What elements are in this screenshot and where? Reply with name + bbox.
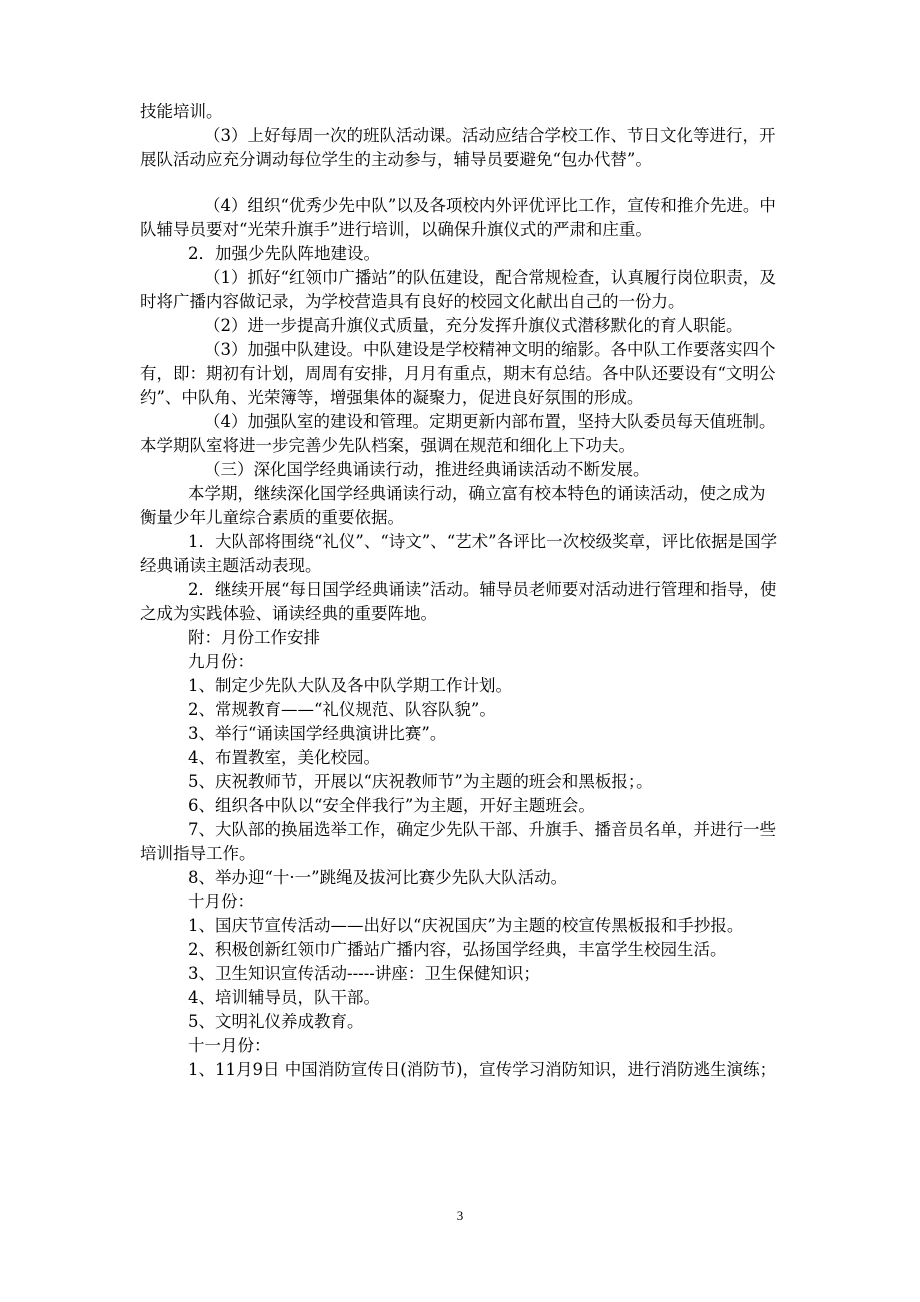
- paragraph: （2）进一步提高升旗仪式质量，充分发挥升旗仪式潜移默化的育人职能。: [204, 316, 743, 335]
- paragraph: 本学期，继续深化国学经典诵读行动，确立富有校本特色的诵读活动，使之成为衡量少年儿童综合素质的重要依据。: [140, 484, 766, 527]
- paragraph: 十一月份：: [188, 1036, 271, 1055]
- paragraph: 4、布置教室，美化校园。: [188, 748, 380, 767]
- paragraph: （3）上好每周一次的班队活动课。活动应结合学校工作、节日文化等进行，开展队活动应充分调动每位学生的主动参与，辅导员要避免“包办代替”。: [140, 126, 776, 169]
- paragraph: 1．大队部将围绕“礼仪”、“诗文”、“艺术”各评比一次校级奖章，评比依据是国学经典诵读主题活动表现。: [140, 532, 778, 575]
- paragraph: 2、积极创新红领巾广播站广播内容，弘扬国学经典，丰富学生校园生活。: [188, 940, 727, 959]
- paragraph: 1、国庆节宣传活动——出好以“庆祝国庆”为主题的校宣传黑板报和手抄报。: [188, 916, 744, 935]
- paragraph: 3、卫生知识宣传活动-----讲座：卫生保健知识；: [188, 964, 540, 983]
- paragraph: 1、制定少先队大队及各中队学期工作计划。: [188, 676, 512, 695]
- page-number: 3: [456, 1208, 464, 1223]
- paragraph: 2、常规教育——“礼仪规范、队容队貌”。: [188, 700, 496, 719]
- paragraph: （1）抓好“红领巾广播站”的队伍建设，配合常规检查，认真履行岗位职责，及时将广播内容做记录，为学校营造具有良好的校园文化献出自己的一份力。: [140, 268, 776, 311]
- paragraph: 2．加强少先队阵地建设。: [188, 244, 380, 263]
- paragraph: 4、培训辅导员，队干部。: [188, 988, 380, 1007]
- paragraph: 2．继续开展“每日国学经典诵读”活动。辅导员老师要对活动进行管理和指导，使之成为实践体验、诵读经典的重要阵地。: [140, 580, 777, 623]
- paragraph: 附：月份工作安排: [188, 628, 320, 647]
- paragraph: （三）深化国学经典诵读行动，推进经典诵读活动不断发展。: [204, 460, 650, 479]
- paragraph: （3）加强中队建设。中队建设是学校精神文明的缩影。各中队工作要落实四个有，即：期初有计划，周周有安排，月月有重点，期末有总结。各中队还要设有“文明公约”、中队角、光荣簿等，增强集体的凝聚力，促进良好氛围的形成。: [140, 340, 776, 407]
- paragraph: 8、举办迎“十·一”跳绳及拔河比赛少先队大队活动。: [188, 868, 568, 887]
- paragraph: 十月份：: [188, 892, 254, 911]
- paragraph: 1、11月9日 中国消防宣传日(消防节)，宣传学习消防知识，进行消防逃生演练；: [188, 1060, 777, 1079]
- paragraph: 九月份：: [188, 652, 254, 671]
- paragraph: （4）加强队室的建设和管理。定期更新内部布置，坚持大队委员每天值班制。本学期队室将进一步完善少先队档案，强调在规范和细化上下功夫。: [140, 412, 776, 455]
- paragraph: 5、文明礼仪养成教育。: [188, 1012, 364, 1031]
- document-body: [140, 100, 780, 1082]
- paragraph: （4）组织“优秀少先中队”以及各项校内外评优评比工作，宣传和推介先进。中队辅导员要对“光荣升旗手”进行培训，以确保升旗仪式的严肃和庄重。: [140, 196, 776, 239]
- paragraph: 5、庆祝教师节，开展以“庆祝教师节”为主题的班会和黑板报；。: [188, 772, 653, 791]
- paragraph: 技能培训。: [140, 102, 223, 121]
- paragraph: 7、大队部的换届选举工作，确定少先队干部、升旗手、播音员名单，并进行一些培训指导工作。: [140, 820, 776, 863]
- paragraph: 3、举行“诵读国学经典演讲比赛”。: [188, 724, 447, 743]
- paragraph: 6、组织各中队以“安全伴我行”为主题，开好主题班会。: [188, 796, 595, 815]
